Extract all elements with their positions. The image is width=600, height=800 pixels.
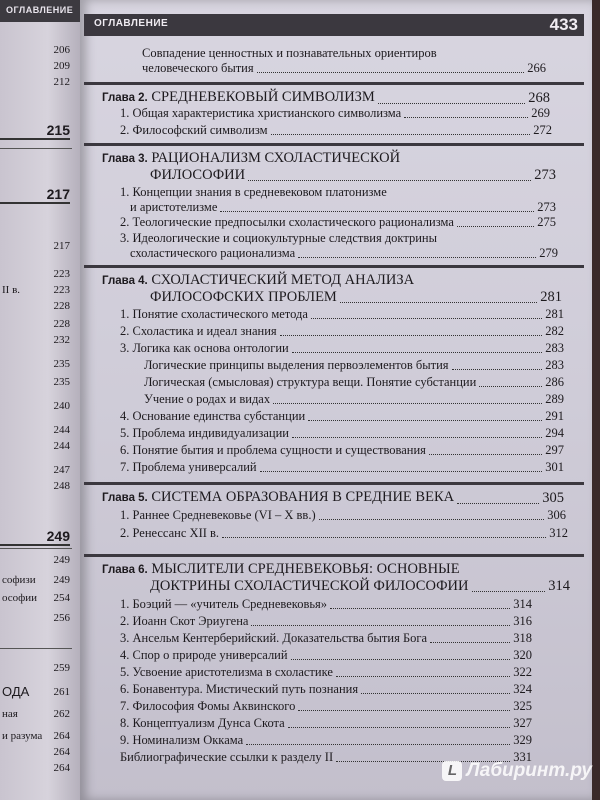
left-page-fragment: ная (2, 708, 18, 720)
leader-dots (311, 318, 542, 319)
leader-dots (340, 302, 537, 303)
left-page-number: 240 (53, 400, 70, 412)
entry-title: 1. Боэций — «учитель Средневековья» (120, 597, 328, 611)
page-ref: 325 (513, 699, 532, 713)
chapter-title-cont: ФИЛОСОФСКИХ ПРОБЛЕМ (150, 289, 337, 305)
page-ref: 314 (548, 578, 570, 594)
chapter-5-heading (102, 489, 564, 507)
entry-title: 1. Общая характеристика христианского символизма (120, 106, 402, 120)
toc-entry (120, 733, 532, 748)
leader-dots (430, 642, 510, 643)
chapter-6-heading-line2 (150, 578, 570, 595)
running-head: ОГЛАВЛЕНИЕ (94, 18, 169, 29)
left-page-fragment: софизи (2, 574, 36, 586)
chapter-title: СРЕДНЕВЕКОВЫЙ СИМВОЛИЗМ (151, 89, 375, 105)
entry-title: Логическая (смысловая) структура вещи. Понятие субстанции (144, 375, 477, 389)
toc-entry (120, 631, 532, 646)
left-page-number: 254 (53, 592, 70, 604)
entry-title: 6. Понятие бытия и проблема сущности и существования (120, 443, 426, 457)
header-bar (84, 14, 584, 36)
entry-title: 2. Ренессанс XII в. (120, 526, 220, 540)
left-page-number: 232 (53, 334, 70, 346)
toc-entry (120, 460, 564, 475)
toc-entry (120, 665, 532, 680)
chapter-label: Глава 6. (102, 564, 148, 576)
toc-entry (120, 341, 564, 356)
page-ref: 286 (545, 375, 564, 389)
intro-entry (142, 61, 546, 76)
left-page-number: 228 (53, 318, 70, 330)
left-page-number: 206 (53, 44, 70, 56)
page-ref: 294 (545, 426, 564, 440)
toc-entry (130, 200, 556, 215)
chapter-label: Глава 5. (102, 492, 148, 504)
left-page-number: 228 (53, 300, 70, 312)
leader-dots (260, 471, 543, 472)
page-ref: 331 (513, 750, 532, 764)
entry-title: 6. Бонавентура. Мистический путь познания (120, 682, 359, 696)
left-page-fragment: и разума (2, 730, 43, 742)
page-ref: 322 (513, 665, 532, 679)
page-ref: 314 (513, 597, 532, 611)
leader-dots (298, 257, 536, 258)
chapter-4-heading-line1 (102, 272, 414, 290)
chapter-title: МЫСЛИТЕЛИ СРЕДНЕВЕКОВЬЯ: ОСНОВНЫЕ (151, 561, 460, 577)
left-page-number: 256 (53, 612, 70, 624)
left-page-number: 262 (53, 708, 70, 720)
left-page-fragment: II в. (2, 284, 21, 296)
left-page-fragment: ОДА (2, 684, 30, 699)
page-ref: 272 (533, 123, 552, 137)
page-ref: 289 (545, 392, 564, 406)
toc-entry (120, 699, 532, 714)
entry-title: 8. Концептуализм Дунса Скота (120, 716, 285, 730)
entry-title: 1. Раннее Средневековье (VI – X вв.) (120, 508, 316, 522)
chapter-separator (84, 82, 584, 85)
chapter-label: Глава 3. (102, 153, 148, 165)
page-ref: 324 (513, 682, 532, 696)
leader-dots (319, 519, 545, 520)
chapter-3-heading-line1 (102, 150, 400, 168)
page-ref: 301 (545, 460, 564, 474)
left-page-number: 223 (53, 268, 70, 280)
left-page-number: 209 (53, 60, 70, 72)
chapter-separator (84, 482, 584, 485)
leader-dots (452, 369, 543, 370)
leader-dots (378, 103, 525, 104)
left-page-number: 212 (53, 76, 70, 88)
leader-dots (248, 180, 531, 181)
leader-dots (220, 211, 534, 212)
leader-dots (429, 454, 542, 455)
left-page-number: 259 (53, 662, 70, 674)
page-ref: 291 (545, 409, 564, 423)
left-page-number: 235 (53, 358, 70, 370)
left-page-number: 264 (53, 762, 70, 774)
left-page-number: 217 (0, 186, 70, 204)
leader-dots (472, 591, 546, 592)
leader-dots (361, 693, 510, 694)
left-page (0, 0, 80, 800)
page-ref: 268 (528, 90, 550, 106)
leader-dots (257, 72, 525, 73)
chapter-separator (84, 265, 584, 268)
left-page-number: 264 (53, 746, 70, 758)
page-ref: 305 (542, 490, 564, 506)
page-ref: 283 (545, 341, 564, 355)
entry-title: 2. Философский символизм (120, 123, 268, 137)
left-page-number: 223 (53, 284, 70, 296)
page-number: 433 (549, 15, 578, 34)
left-page-number: 249 (53, 574, 70, 586)
page-ref: 266 (527, 61, 546, 75)
entry-title: 5. Усвоение аристотелизма в схоластике (120, 665, 333, 679)
watermark-text: Лабиринт.ру (466, 760, 592, 781)
left-separator (0, 148, 72, 149)
entry-title: 1. Понятие схоластического метода (120, 307, 308, 321)
left-page-number: 261 (53, 686, 70, 698)
toc-entry (144, 375, 564, 390)
chapter-separator (84, 554, 584, 557)
entry-title: 7. Философия Фомы Аквинского (120, 699, 296, 713)
entry-title: 4. Основание единства субстанции (120, 409, 306, 423)
left-page-number: 264 (53, 730, 70, 742)
left-page-number: 244 (53, 424, 70, 436)
page-ref: 306 (547, 508, 566, 522)
leader-dots (291, 659, 511, 660)
toc-entry (120, 123, 552, 138)
entry-title: 7. Проблема универсалий (120, 460, 257, 474)
entry-title: 5. Проблема индивидуализации (120, 426, 289, 440)
chapter-3-heading-line2 (150, 167, 556, 184)
toc-entry (120, 324, 564, 339)
left-page-number: 217 (53, 240, 70, 252)
left-page-number: 244 (53, 440, 70, 452)
page-ref: 275 (537, 215, 556, 229)
page-ref: 312 (549, 526, 568, 540)
toc-page (80, 0, 592, 800)
toc-entry (120, 106, 550, 121)
entry-title: Библиографические ссылки к разделу II (120, 750, 334, 764)
leader-dots (404, 117, 528, 118)
leader-dots (292, 352, 543, 353)
page-ref: 273 (537, 200, 556, 214)
toc-entry (120, 409, 564, 424)
left-page-number: 247 (53, 464, 70, 476)
entry-title: 9. Номинализм Оккама (120, 733, 244, 747)
toc-entry (130, 246, 558, 261)
toc-entry (120, 682, 532, 697)
left-separator (0, 648, 72, 649)
left-page-number: 249 (0, 528, 70, 546)
leader-dots (246, 744, 510, 745)
left-running-head: ОГЛАВЛЕНИЕ (6, 5, 74, 15)
leader-dots (298, 710, 510, 711)
leader-dots (280, 335, 543, 336)
left-page-number: 215 (0, 122, 70, 140)
left-separator (0, 548, 72, 549)
chapter-4-heading-line2 (150, 289, 562, 306)
toc-entry (120, 526, 568, 541)
entry-title-cont: схоластического рационализма (130, 246, 296, 260)
page-ref: 281 (540, 289, 562, 305)
leader-dots (336, 676, 510, 677)
chapter-6-heading-line1 (102, 561, 460, 579)
labirint-logo-icon: L (442, 761, 462, 781)
left-page-number: 249 (53, 554, 70, 566)
toc-entry (120, 426, 564, 441)
left-page-fragment: ософии (2, 592, 38, 604)
chapter-2-heading (102, 89, 550, 107)
toc-entry (120, 648, 532, 663)
page-ref: 318 (513, 631, 532, 645)
chapter-title: СХОЛАСТИЧЕСКИЙ МЕТОД АНАЛИЗА (151, 272, 415, 288)
entry-title: Логические принципы выделения первоэлементов бытия (144, 358, 449, 372)
chapter-separator (84, 143, 584, 146)
page-ref: 283 (545, 358, 564, 372)
page-ref: 281 (545, 307, 564, 321)
page-ref: 327 (513, 716, 532, 730)
leader-dots (479, 386, 542, 387)
leader-dots (457, 503, 539, 504)
toc-entry (120, 443, 564, 458)
labirint-watermark (442, 760, 592, 782)
toc-entry (120, 215, 556, 230)
entry-title: 3. Ансельм Кентерберийский. Доказательства бытия Бога (120, 631, 428, 645)
chapter-title: РАЦИОНАЛИЗМ СХОЛАСТИЧЕСКОЙ (151, 150, 401, 166)
page-ref: 279 (539, 246, 558, 260)
leader-dots (222, 537, 546, 538)
toc-entry (120, 614, 532, 629)
entry-title: 2. Теологические предпосылки схоластического рационализма (120, 215, 454, 229)
entry-title: 4. Спор о природе универсалий (120, 648, 288, 662)
entry-title: 2. Схоластика и идеал знания (120, 324, 277, 338)
chapter-label: Глава 2. (102, 92, 148, 104)
leader-dots (288, 727, 511, 728)
page-ref: 329 (513, 733, 532, 747)
left-running-head-bar (0, 0, 80, 22)
entry-title: Учение о родах и видах (144, 392, 271, 406)
page-ref: 297 (545, 443, 564, 457)
entry-title: 3. Логика как основа онтологии (120, 341, 289, 355)
chapter-title-cont: ФИЛОСОФИИ (150, 167, 246, 183)
toc-entry (120, 508, 566, 523)
leader-dots (330, 608, 510, 609)
toc-entry (120, 307, 564, 322)
leader-dots (251, 625, 510, 626)
left-page-number: 248 (53, 480, 70, 492)
chapter-title-cont: ДОКТРИНЫ СХОЛАСТИЧЕСКОЙ ФИЛОСОФИИ (150, 578, 469, 594)
entry-title-cont: и аристотелизме (130, 200, 218, 214)
toc-entry (144, 358, 564, 373)
leader-dots (308, 420, 542, 421)
page-ref: 316 (513, 614, 532, 628)
entry-title: 3. Идеологические и социокультурные следствия доктрины (120, 231, 437, 245)
page-ref: 273 (534, 167, 556, 183)
chapter-title: СИСТЕМА ОБРАЗОВАНИЯ В СРЕДНИЕ ВЕКА (151, 489, 455, 505)
leader-dots (273, 403, 542, 404)
page-ref: 320 (513, 648, 532, 662)
toc-entry (120, 716, 532, 731)
left-page-number: 235 (53, 376, 70, 388)
toc-entry (144, 392, 564, 407)
page-ref: 282 (545, 324, 564, 338)
intro-entry-line2: человеческого бытия (142, 61, 254, 75)
leader-dots (271, 134, 531, 135)
entry-title: 2. Иоанн Скот Эриугена (120, 614, 249, 628)
intro-entry-line1: Совпадение ценностных и познавательных ориентиров (142, 46, 437, 60)
page-ref: 269 (531, 106, 550, 120)
entry-title: 1. Концепции знания в средневековом платонизме (120, 185, 387, 199)
chapter-label: Глава 4. (102, 275, 148, 287)
toc-entry (120, 597, 532, 612)
leader-dots (457, 226, 534, 227)
leader-dots (292, 437, 542, 438)
